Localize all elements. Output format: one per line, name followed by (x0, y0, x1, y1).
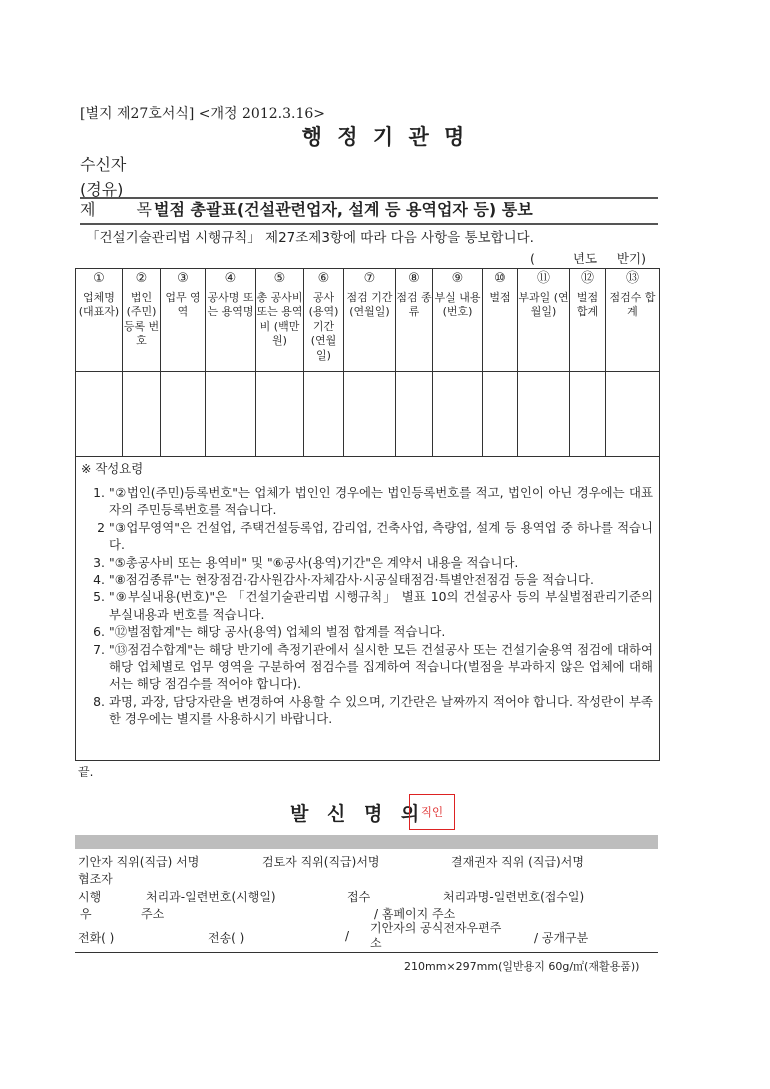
table-cell[interactable] (518, 372, 570, 457)
recipient-label: 수신자 (80, 155, 127, 174)
subject-row (80, 197, 658, 225)
column-label: 총 공사비 또는 용역비 (백만원) (256, 290, 303, 347)
table-header-row (76, 269, 660, 372)
column-header (123, 269, 161, 372)
column-number: ① (93, 271, 105, 286)
column-number: ⑩ (494, 271, 506, 286)
receive-label: 접수 (347, 890, 371, 904)
guide-item (81, 641, 653, 693)
guide-item (81, 519, 653, 554)
guide-item (81, 554, 653, 571)
period-half: 반기) (616, 251, 646, 266)
column-label: 공사명 또는 용역명 (207, 290, 254, 318)
column-label: 부과일 (연월일) (518, 290, 569, 318)
address-label: 주소 (141, 907, 165, 921)
writing-guide-list (81, 484, 653, 728)
guide-item (81, 588, 653, 623)
period-open: ( (530, 251, 535, 266)
enforce-value: 처리과-일련번호(시행일) (146, 890, 276, 904)
guide-item (81, 693, 653, 728)
column-number: ⑥ (317, 271, 330, 286)
guide-item-number: 3. (93, 554, 105, 570)
column-header (76, 269, 123, 372)
subject-text: 벌점 총괄표(건설관련업자, 설계 등 용역업자 등) 통보 (154, 200, 533, 219)
guide-item-text: 과명, 과장, 담당자란을 변경하여 사용할 수 있으며, 기간란은 날짜까지 적어야 합니다. 작성란이 부족한 경우에는 별지를 사용하시기 바랍니다. (109, 693, 653, 727)
table-cell[interactable] (606, 372, 660, 457)
column-header (606, 269, 660, 372)
column-number: ⑤ (273, 271, 286, 286)
table-cell[interactable] (206, 372, 256, 457)
column-label: 벌점 (489, 290, 511, 304)
paper-size-note: 210mm×297mm(일반용지 60g/㎡(재활용품)) (404, 960, 640, 973)
table-cell[interactable] (304, 372, 344, 457)
guide-item-number: 6. (93, 624, 105, 640)
reviewer-field: 검토자 직위(직급)서명 (262, 855, 380, 869)
guide-item-text: "⑨부실내용(번호)"은 「건설기술관리법 시행규칙」 별표 10의 건설공사 등의 부실벌점관리기준의 부실내용과 번호를 적습니다. (109, 589, 653, 622)
column-label: 점검 기간 (연월일) (346, 290, 393, 318)
table-cell[interactable] (396, 372, 433, 457)
column-number: ⑦ (363, 271, 376, 286)
column-header (304, 269, 344, 372)
guide-item-number: 8. (93, 693, 105, 709)
column-header (518, 269, 570, 372)
column-header (433, 269, 483, 372)
intro-text: 「건설기술관리법 시행규칙」 제27조제3항에 따라 다음 사항을 통보합니다. (86, 230, 534, 246)
guide-item-number: 2 (97, 519, 105, 535)
column-header (256, 269, 304, 372)
column-label: 업무 영역 (165, 290, 201, 318)
form-label: [별지 제27호서식] <개정 2012.3.16> (80, 106, 325, 122)
guide-item-text: "⑤총공사비 또는 용역비" 및 "⑥공사(용역)기간"은 계약서 내용을 적습니다. (109, 554, 519, 570)
column-label: 벌점 합계 (576, 290, 599, 318)
email-label-cont: 소 (370, 936, 382, 950)
disclosure-label: / 공개구분 (534, 931, 589, 945)
official-seal-box: 직인 (409, 794, 455, 830)
column-header (161, 269, 206, 372)
guide-item-text: "②법인(주민)등록번호"는 업체가 법인인 경우에는 법인등록번호를 적고, 법인이 아닌 경우에는 대표자의 주민등록번호를 적습니다. (109, 485, 653, 518)
approver-field: 결재권자 직위 (직급)서명 (451, 855, 584, 869)
postal-code-label: 우 (80, 907, 92, 921)
column-label: 점검수 합계 (609, 290, 656, 318)
via-label: (경유) (80, 180, 124, 199)
guide-item-text: "⑬점검수합계"는 해당 반기에 측정기관에서 실시한 모든 건설공사 또는 건설기술용역 점검에 대하여 해당 업체별로 업무 영역을 구분하여 점검수를 집계하여 적습니다(벌점을 부과하지 않은 업체에 대해서는 해당 점검수를 적어야 합니다). (109, 641, 653, 692)
column-number: ② (135, 271, 148, 286)
slash-separator: / (345, 929, 350, 943)
column-number: ③ (177, 271, 189, 286)
guide-item-number: 5. (93, 589, 105, 605)
column-header (344, 269, 396, 372)
column-number: ⑪ (536, 271, 550, 286)
homepage-label: / 홈페이지 주소 (374, 907, 456, 921)
enforce-label: 시행 (78, 890, 102, 904)
end-mark: 끝. (78, 765, 94, 779)
column-header (396, 269, 433, 372)
guide-item (81, 484, 653, 519)
writing-guide (75, 456, 660, 761)
email-label: 기안자의 공식전자우편주 (370, 921, 502, 935)
column-label: 법인 (주민) 등록 번호 (123, 290, 160, 347)
period-field (530, 249, 646, 267)
table-cell[interactable] (256, 372, 304, 457)
guide-item-number: 1. (93, 485, 105, 500)
guide-item-text: "③업무영역"은 건설업, 주택건설등록업, 감리업, 건축사업, 측량업, 설계 등 용역업 중 하나를 적습니다. (109, 519, 653, 553)
column-number: ⑫ (580, 271, 594, 286)
column-header (570, 269, 606, 372)
phone-label: 전화( ) (78, 931, 115, 945)
cooperator-field: 협조자 (78, 872, 113, 886)
divider-bar (75, 835, 658, 849)
column-number: ⑬ (625, 271, 639, 286)
column-label: 점검 종류 (396, 290, 432, 318)
table-cell[interactable] (344, 372, 396, 457)
column-header (483, 269, 518, 372)
fax-label: 전송( ) (208, 931, 245, 945)
sender-title: 발 신 명 의 (290, 803, 426, 825)
table-data-row[interactable] (76, 372, 660, 457)
subject-label: 제 목 (80, 200, 170, 219)
column-label: 부실 내용 (번호) (434, 290, 481, 318)
column-number: ⑨ (451, 271, 464, 286)
guide-item (81, 571, 653, 588)
penalty-table (75, 268, 660, 457)
table-cell[interactable] (433, 372, 483, 457)
table-cell[interactable] (123, 372, 161, 457)
table-cell[interactable] (483, 372, 518, 457)
receive-value: 처리과명-일련번호(접수일) (443, 890, 585, 904)
column-label: 업체명 (대표자) (78, 290, 120, 318)
writing-guide-title: ※ 작성요령 (81, 461, 144, 476)
period-year: 년도 (572, 251, 598, 266)
table-cell[interactable] (161, 372, 206, 457)
organization-title: 행 정 기 관 명 (301, 125, 469, 149)
drafter-field: 기안자 직위(직급) 서명 (78, 855, 200, 869)
guide-item-number: 4. (93, 572, 105, 588)
table-cell[interactable] (76, 372, 123, 457)
guide-item-number: 7. (93, 641, 105, 657)
guide-item-text: "⑧점검종류"는 현장점검·감사원감사·자체감사·시공실태점검·특별안전점검 등을 적습니다. (109, 572, 594, 588)
column-number: ⑧ (408, 271, 420, 286)
guide-item-text: "⑫벌점합계"는 해당 공사(용역) 업체의 벌점 합계를 적습니다. (109, 624, 446, 640)
column-label: 공사 (용역) 기간 (연월일) (308, 290, 339, 362)
guide-item (81, 623, 653, 640)
footer-rule (75, 952, 658, 953)
column-header (206, 269, 256, 372)
column-number: ④ (224, 271, 237, 286)
table-cell[interactable] (570, 372, 606, 457)
